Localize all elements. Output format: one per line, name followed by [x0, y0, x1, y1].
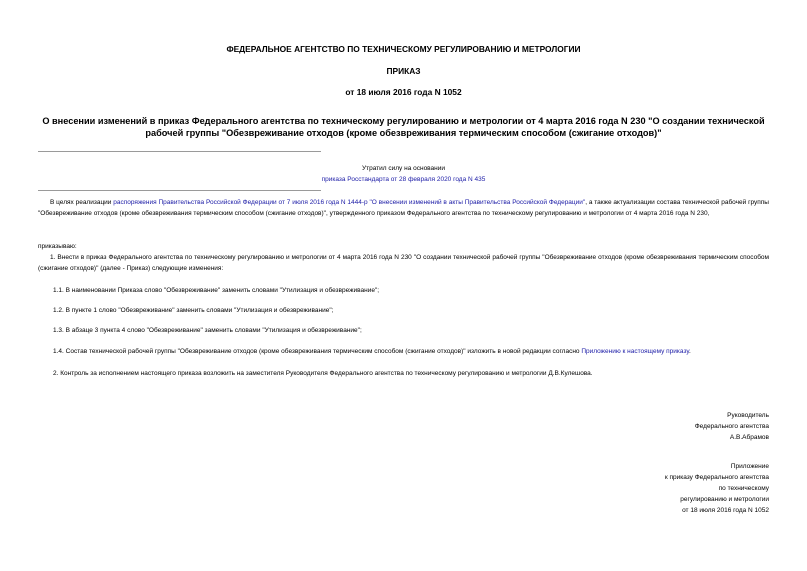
- signature-position: Руководитель: [727, 412, 769, 419]
- appendix-line-1: Приложение: [730, 463, 769, 470]
- item-1-4-suffix: .: [688, 348, 691, 355]
- item-1: 1. Внести в приказ Федерального агентства по техническому регулированию и метрологии от 4 марта 2016 года N 230 "О создании технической рабочей группы "Обезвреживание отходов (кроме обезвреживания термическим способом (сжигание отходов)" (далее - Приказ) следующие изменения:: [38, 254, 769, 272]
- agency-heading: ФЕДЕРАЛЬНОЕ АГЕНТСТВО ПО ТЕХНИЧЕСКОМУ РЕГУЛИРОВАНИЮ И МЕТРОЛОГИИ: [226, 44, 581, 54]
- item-1-2: 1.2. В пункте 1 слово "Обезвреживание" заменить словами "Утилизация и обезвреживание";: [53, 307, 334, 314]
- signature-agency: Федерального агентства: [694, 423, 769, 430]
- item-1-1: 1.1. В наименовании Приказа слово "Обезвреживание" заменить словами "Утилизация и обезвреживание";: [53, 287, 380, 294]
- item-1-3: 1.3. В абзаце 3 пункта 4 слово "Обезвреживание" заменить словами "Утилизация и обезвреживание";: [53, 327, 362, 334]
- appendix-line-3: по техническому: [718, 485, 769, 492]
- divider-bottom: [38, 190, 321, 191]
- signature-name: А.В.Абрамов: [729, 434, 769, 441]
- document-type: ПРИКАЗ: [386, 66, 421, 76]
- document-title-line-1: О внесении изменений в приказ Федерального агентства по техническому регулированию и метрологии от 4 марта 2016 года N 230 "О создании технической: [42, 116, 765, 126]
- document-title-line-2: рабочей группы "Обезвреживание отходов (кроме обезвреживания термическим способом (сжигание отходов)": [145, 128, 662, 138]
- appendix-header: [469, 461, 769, 516]
- signature-block: [469, 410, 769, 443]
- preamble-paragraph: [38, 197, 769, 219]
- divider-top: [38, 151, 321, 152]
- appendix-line-5: от 18 июля 2016 года N 1052: [682, 507, 769, 514]
- validity-note-text: Утратил силу на основании: [361, 165, 446, 172]
- item-1-4-prefix: 1.4. Состав технической рабочей группы "Обезвреживание отходов (кроме обезвреживания термическим способом (сжигание отходов)" изложить в новой редакции согласно: [53, 348, 582, 355]
- document-title: [40, 115, 767, 139]
- preamble-suffix: , а также актуализации состава технической рабочей группы "Обезвреживание отходов (кроме обезвреживания термическим способом (сжигание отходов)", утвержденного приказом Федерального агентства по техническому регулированию и метрологии от 4 марта 2016 года N 230,: [38, 199, 769, 217]
- government-order-link[interactable]: распоряжения Правительства Российской Федерации от 7 июля 2016 года N 1444-р "О внесении изменений в акты Правительства Российской Федерации": [113, 199, 586, 206]
- validity-note: [0, 163, 807, 185]
- document-date-number: от 18 июля 2016 года N 1052: [345, 87, 462, 97]
- appendix-link[interactable]: Приложению к настоящему приказу: [581, 348, 689, 355]
- appendix-line-2: к приказу Федерального агентства: [664, 474, 769, 481]
- item-2: 2. Контроль за исполнением настоящего приказа возложить на заместителя Руководителя Федерального агентства по техническому регулированию и метрологии Д.В.Кулешова.: [53, 370, 593, 377]
- item-1-4: [38, 346, 769, 357]
- order-word: приказываю:: [38, 243, 77, 250]
- preamble-prefix: В целях реализации: [50, 199, 114, 206]
- appendix-line-4: регулированию и метрологии: [680, 496, 769, 503]
- validity-note-link[interactable]: приказа Росстандарта от 28 февраля 2020 года N 435: [321, 176, 486, 183]
